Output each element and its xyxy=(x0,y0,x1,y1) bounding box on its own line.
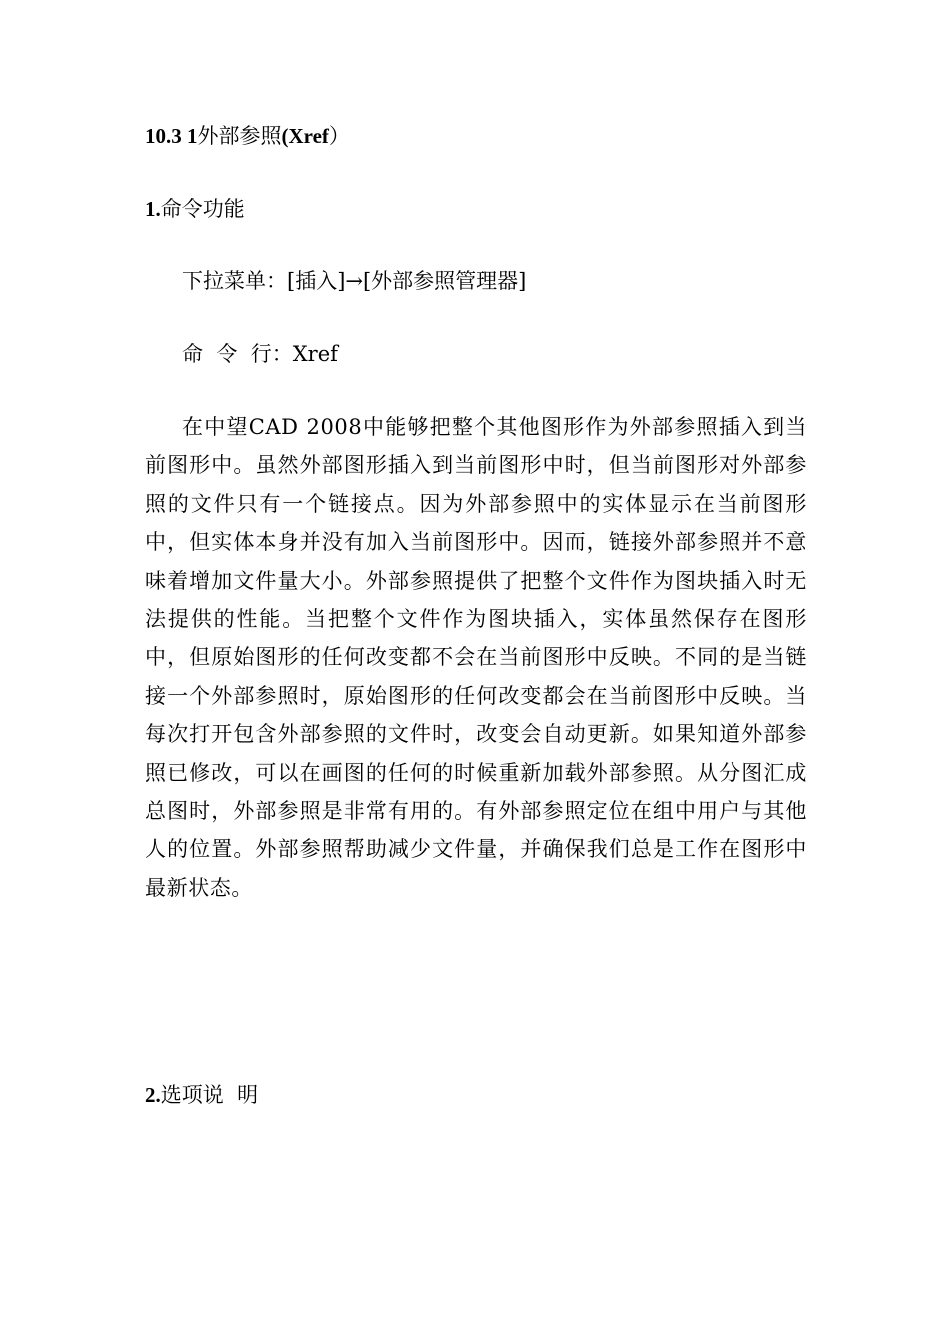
body-paragraph: 在中望CAD 2008中能够把整个其他图形作为外部参照插入到当前图形中。虽然外部图形插入到当前图形中时，但当前图形对外部参照的文件只有一个链接点。因为外部参照中的实体显示在当前图形中，但实体本身并没有加入当前图形中。因而，链接外部参照并不意味着增加文件量大小。外部参照提供了把整个文件作为图块插入时无法提供的性能。当把整个文件作为图块插入，实体虽然保存在图形中，但原始图形的任何改变都不会在当前图形中反映。不同的是当链接一个外部参照时，原始图形的任何改变都会在当前图形中反映。当每次打开包含外部参照的文件时，改变会自动更新。如果知道外部参照已修改，可以在画图的任何的时候重新加载外部参照。从分图汇成总图时，外部参照是非常有用的。有外部参照定位在组中用户与其他人的位置。外部参照帮助减少文件量，并确保我们总是工作在图形中最新状态。 xyxy=(145,415,807,900)
subsection-1-title: 命令功能 xyxy=(160,197,245,221)
section-title: 外部参照 xyxy=(197,124,282,148)
subsection-2-title: 选项说 明 xyxy=(160,1083,259,1107)
menu-line: 下拉菜单：[插入]→[外部参照管理器] xyxy=(182,269,527,293)
section-number: 10.3 1 xyxy=(145,124,198,148)
subsection-1-number: 1. xyxy=(145,197,161,221)
section-title-close: ） xyxy=(328,124,350,148)
subsection-2-number: 2. xyxy=(145,1083,161,1107)
subsection-1-heading xyxy=(145,195,245,223)
subsection-2-heading xyxy=(145,1081,258,1109)
section-title-suffix: (Xref xyxy=(281,124,329,148)
command-line: 命 令 行：Xref xyxy=(182,342,338,366)
section-heading xyxy=(145,122,350,150)
